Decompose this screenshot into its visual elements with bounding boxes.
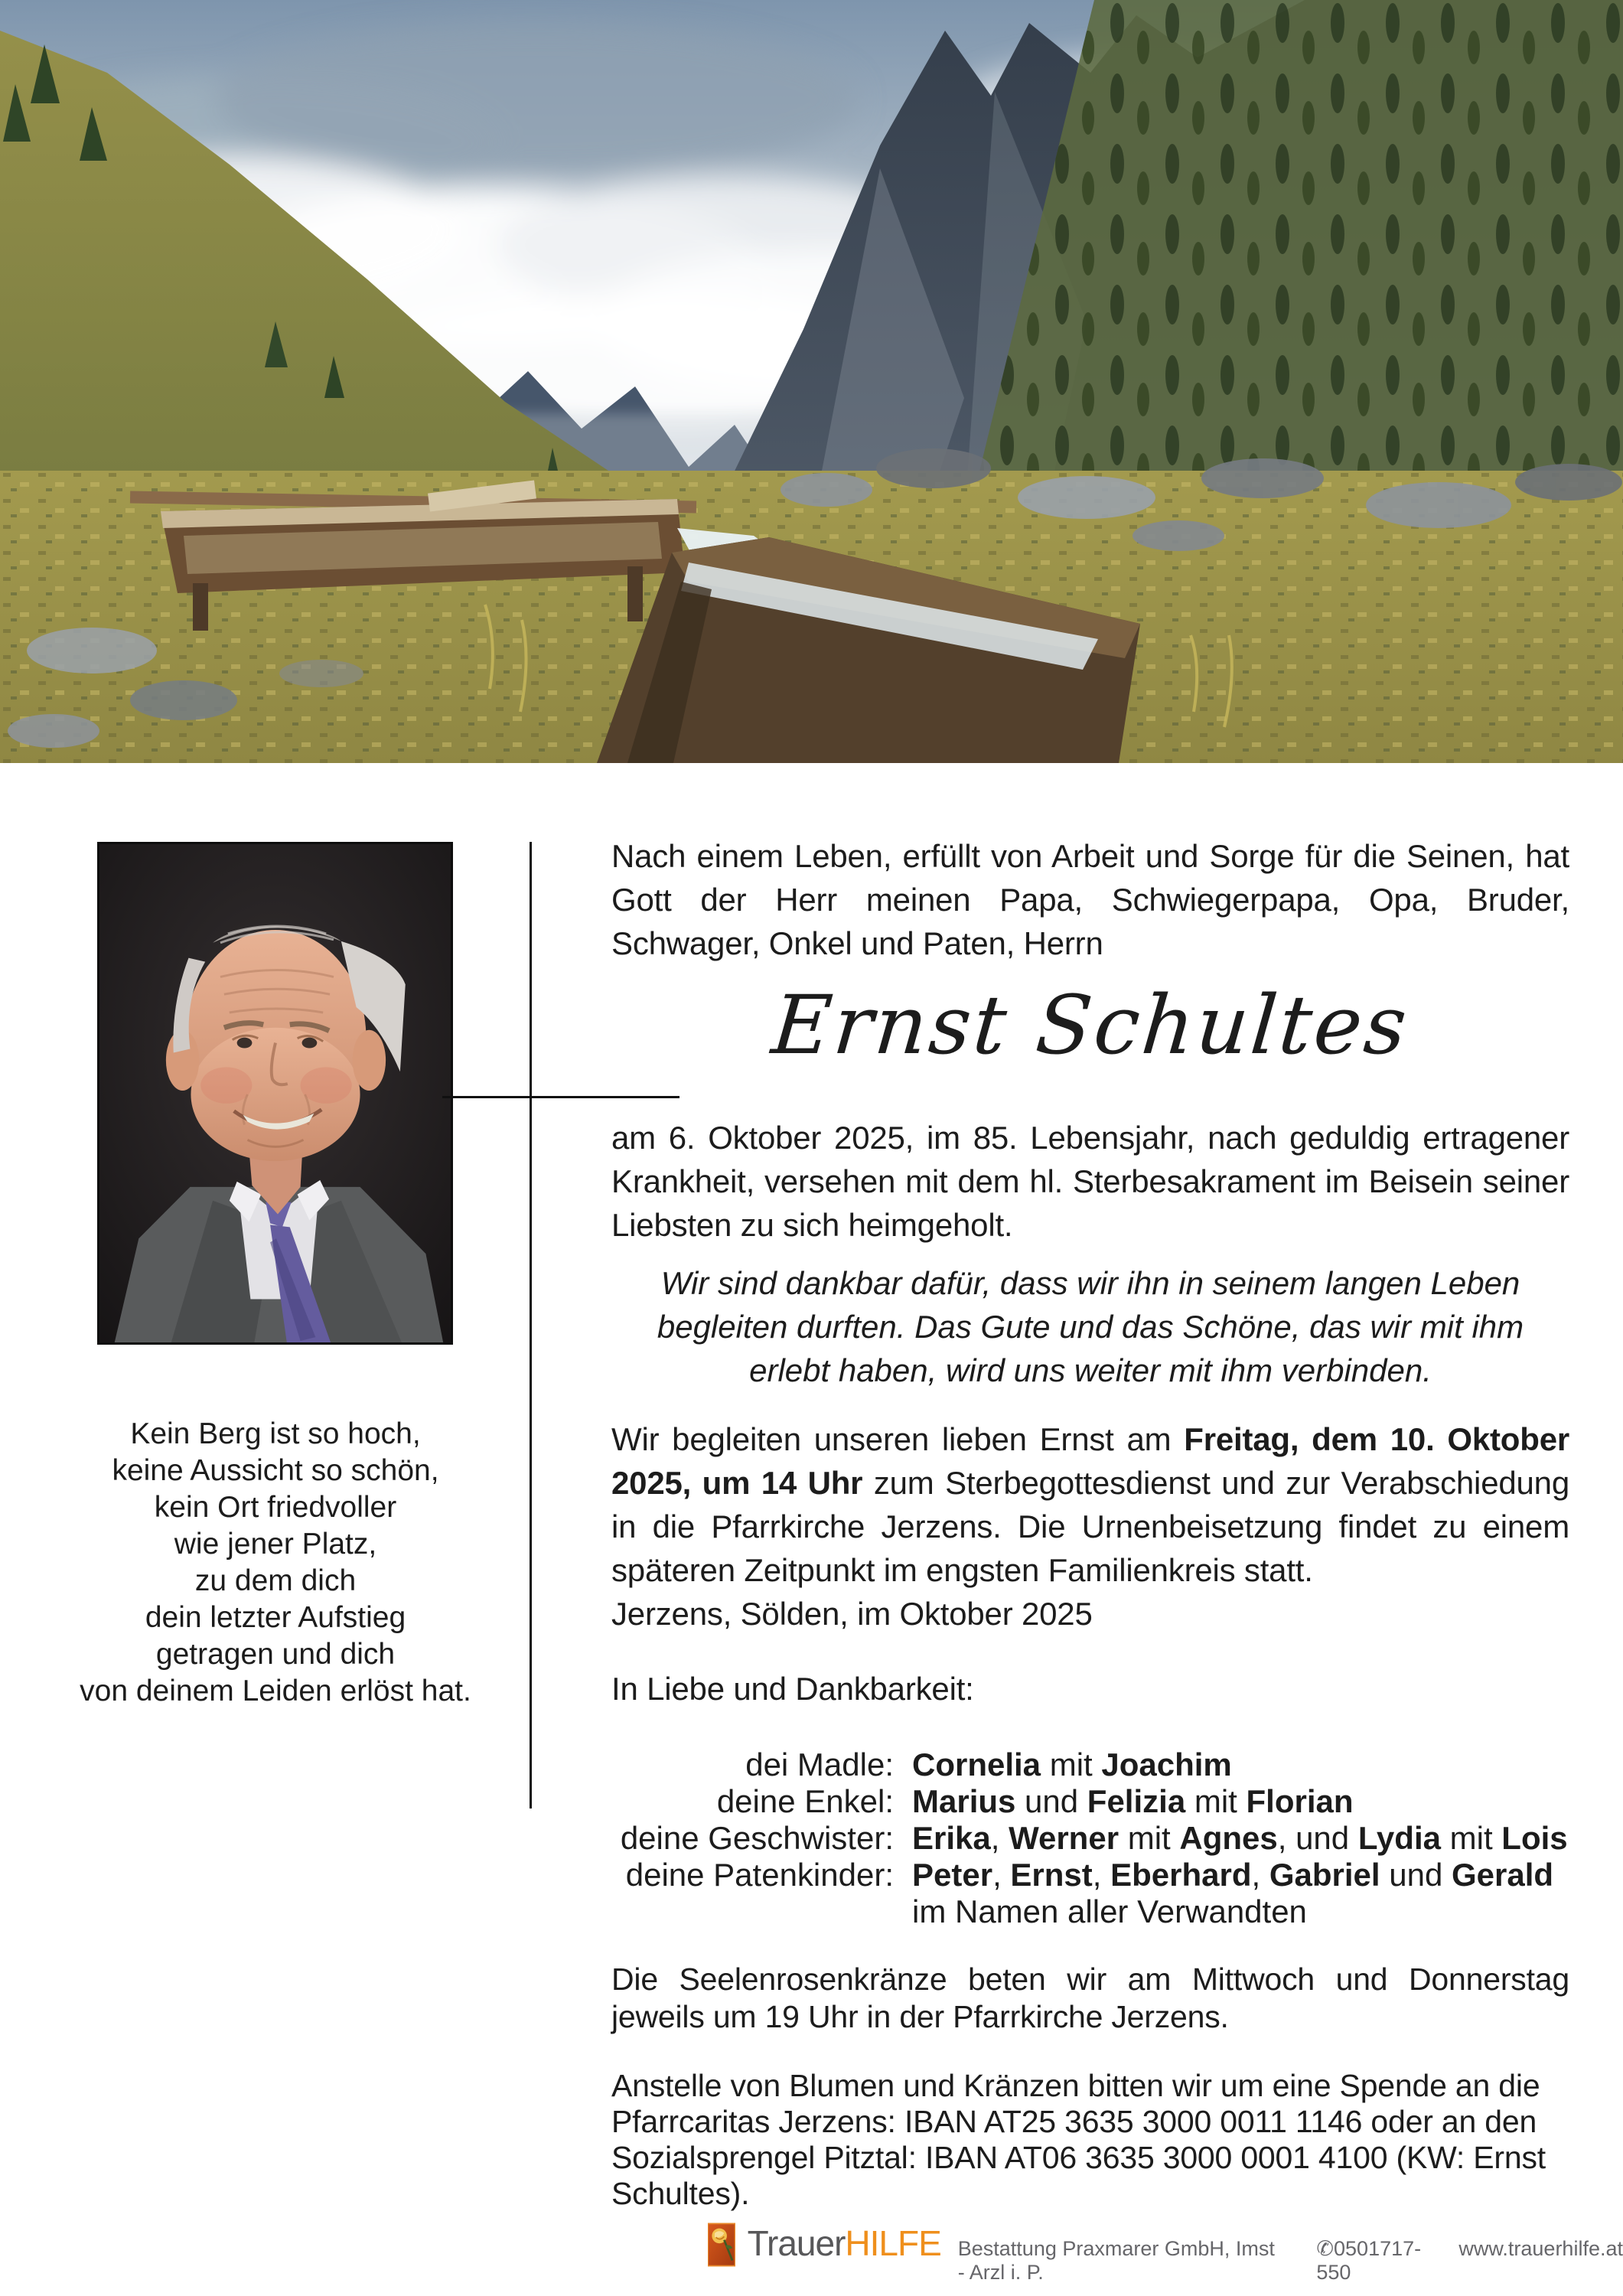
- mountain-landscape-photo: [0, 0, 1623, 763]
- family-names: [894, 1746, 1232, 1783]
- landscape-drawing: [0, 0, 1623, 763]
- rose-logo-icon: [708, 2221, 735, 2268]
- phone-line: [1316, 2237, 1428, 2285]
- family-name: Agnes: [1179, 1820, 1278, 1856]
- footer-text: [748, 2221, 1623, 2285]
- gratitude-line: In Liebe und Dankbarkeit:: [611, 1671, 974, 1707]
- family-name: Florian: [1246, 1783, 1354, 1819]
- family-connector: mit: [1119, 1820, 1180, 1856]
- family-connector: mit: [1041, 1746, 1102, 1782]
- family-name: Lois: [1501, 1820, 1568, 1856]
- phone-icon: ✆: [1316, 2237, 1335, 2260]
- place-date-line: Jerzens, Sölden, im Oktober 2025: [611, 1596, 1093, 1632]
- brand-wordmark: [748, 2223, 941, 2264]
- family-names: [894, 1857, 1553, 1893]
- gratitude-quote: [611, 1261, 1569, 1392]
- intro-paragraph: Nach einem Leben, erfüllt von Arbeit und Sorge für die Seinen, hat Gott der Herr meinen Papa, Schwiegerpapa, Opa, Bruder, Schwager, Onkel und Paten, Herrn: [611, 838, 1569, 961]
- family-name: Cornelia: [912, 1746, 1041, 1782]
- donation-paragraph: Anstelle von Blumen und Kränzen bitten wir um eine Spende an die Pfarrcaritas Jerzens: IBAN AT25 3635 3000 0011 1146 oder an den Sozialsprengel Pitztal: IBAN AT06 3635 3000 0001 4100 (KW: Ernst Schultes).: [611, 2068, 1546, 2211]
- family-row: [611, 1857, 1569, 1893]
- funeral-date-time: Freitag, dem 10. Oktober 2025, um 14 Uhr: [611, 1421, 1569, 1501]
- funeral-paragraph: [611, 1417, 1569, 1592]
- family-relation-label: [611, 1893, 894, 1930]
- brand-hilfe: HILFE: [845, 2223, 941, 2263]
- poem: [44, 1416, 507, 1710]
- family-list: [611, 1746, 1569, 1930]
- family-connector: mit: [1185, 1783, 1247, 1819]
- family-connector: und: [1015, 1783, 1087, 1819]
- portrait-drawing: [99, 844, 451, 1342]
- poem-line: zu dem dich: [194, 1564, 357, 1597]
- family-name: Peter: [912, 1857, 993, 1893]
- family-relation-label: dei Madle:: [745, 1746, 894, 1782]
- brand-trauer: Trauer: [747, 2223, 846, 2263]
- phone-number: 0501717-550: [1316, 2237, 1422, 2284]
- family-names: [894, 1783, 1354, 1820]
- footer: [708, 2221, 1623, 2285]
- family-connector: ,: [992, 1857, 1011, 1893]
- portrait-photo: [97, 842, 453, 1345]
- poem-line: getragen und dich: [155, 1638, 396, 1671]
- poem-line: von deinem Leiden erlöst hat.: [80, 1675, 471, 1707]
- company-line: Bestattung Praxmarer GmbH, Imst - Arzl i. P.: [957, 2237, 1275, 2284]
- family-name: Felizia: [1087, 1783, 1186, 1819]
- family-row: [611, 1783, 1569, 1820]
- poem-line: keine Aussicht so schön,: [112, 1454, 439, 1487]
- poem-line: dein letzter Aufstieg: [145, 1601, 406, 1634]
- family-connector: ,: [1251, 1857, 1269, 1893]
- quote-line: erlebt haben, wird uns weiter mit ihm verbinden.: [749, 1352, 1432, 1388]
- poem-line: Kein Berg ist so hoch,: [130, 1417, 421, 1450]
- family-name: Gabriel: [1269, 1857, 1380, 1893]
- family-name: Ernst: [1010, 1857, 1093, 1893]
- death-paragraph: am 6. Oktober 2025, im 85. Lebensjahr, nach geduldig ertragener Krankheit, versehen mit dem hl. Sterbesakrament im Beisein seiner Liebsten zu sich heimgeholt.: [611, 1120, 1569, 1243]
- family-names: [894, 1893, 1307, 1930]
- family-row: [611, 1746, 1569, 1783]
- family-name: Erika: [912, 1820, 991, 1856]
- family-connector: , und: [1277, 1820, 1358, 1856]
- family-names: [894, 1820, 1568, 1857]
- website: www.trauerhilfe.at: [1458, 2237, 1623, 2260]
- family-row: [611, 1820, 1569, 1857]
- family-connector: ,: [1092, 1857, 1111, 1893]
- family-name: Lydia: [1357, 1820, 1441, 1856]
- funeral-text-pre: Wir begleiten unseren lieben Ernst am: [611, 1421, 1185, 1457]
- horizontal-divider-line: [442, 1096, 680, 1098]
- family-name: Eberhard: [1110, 1857, 1252, 1893]
- funeral-text-post: zum Sterbegottesdienst und zur Verabschiedung in die Pfarrkirche Jerzens. Die Urnenbeisetzung findet zu einem späteren Zeitpunkt im engsten Familienkreis statt.: [611, 1465, 1569, 1588]
- family-connector: mit: [1440, 1820, 1502, 1856]
- poem-line: kein Ort friedvoller: [154, 1491, 397, 1524]
- vertical-divider-line: [530, 842, 532, 1808]
- family-name: Werner: [1009, 1820, 1119, 1856]
- family-relation-label: deine Patenkinder:: [625, 1857, 894, 1893]
- family-connector: ,: [990, 1820, 1009, 1856]
- family-relation-label: deine Enkel:: [716, 1783, 894, 1819]
- quote-line: begleiten durften. Das Gute und das Schöne, das wir mit ihm: [657, 1309, 1524, 1345]
- family-name: Gerald: [1452, 1857, 1554, 1893]
- family-name: Marius: [912, 1783, 1016, 1819]
- rosary-paragraph: Die Seelenrosenkränze beten wir am Mittwoch und Donnerstag jeweils um 19 Uhr in der Pfarrkirche Jerzens.: [611, 1962, 1569, 2034]
- family-name: Joachim: [1101, 1746, 1232, 1782]
- family-row: [611, 1893, 1569, 1930]
- family-relation-label: deine Geschwister:: [620, 1820, 894, 1856]
- family-connector: und: [1380, 1857, 1452, 1893]
- deceased-name: Ernst Schultes: [768, 978, 1413, 1072]
- poem-line: wie jener Platz,: [174, 1528, 377, 1561]
- family-connector: im Namen aller Verwandten: [912, 1893, 1307, 1929]
- quote-line: Wir sind dankbar dafür, dass wir ihn in seinem langen Leben: [660, 1265, 1520, 1301]
